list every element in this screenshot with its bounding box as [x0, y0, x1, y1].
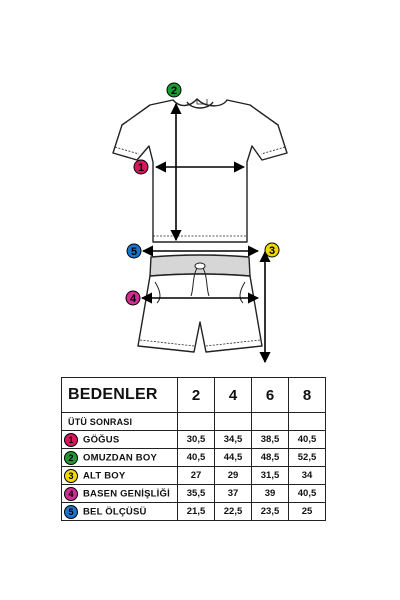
number-badge-icon: 1 [64, 433, 78, 447]
table-title: BEDENLER [62, 378, 178, 413]
size-value: 48,5 [252, 449, 289, 467]
shorts-icon [138, 255, 262, 352]
size-value: 30,5 [178, 431, 215, 449]
size-table [61, 377, 326, 521]
size-value: 39 [252, 485, 289, 503]
row-label-text: ALT BOY [83, 470, 126, 481]
marker-4 [126, 291, 140, 305]
number-badge-icon: 3 [64, 469, 78, 483]
table-row [62, 503, 326, 521]
size-value: 29 [215, 467, 252, 485]
size-header: 6 [252, 378, 289, 413]
size-value: 34 [289, 467, 326, 485]
marker-1 [134, 160, 148, 174]
size-header: 4 [215, 378, 252, 413]
row-label [62, 431, 178, 449]
size-value: 34,5 [215, 431, 252, 449]
marker-2-number: 2 [170, 85, 178, 97]
table-row [62, 449, 326, 467]
size-header: 8 [289, 378, 326, 413]
size-value: 22,5 [215, 503, 252, 521]
size-value: 23,5 [252, 503, 289, 521]
size-header: 2 [178, 378, 215, 413]
size-value: 35,5 [178, 485, 215, 503]
size-value: 52,5 [289, 449, 326, 467]
size-value: 27 [178, 467, 215, 485]
size-value: 38,5 [252, 431, 289, 449]
table-subheader: ÜTÜ SONRASI [62, 413, 178, 431]
row-label [62, 467, 178, 485]
table-row [62, 431, 326, 449]
size-value: 25 [289, 503, 326, 521]
row-label [62, 485, 178, 503]
row-label-text: BEL ÖLÇÜSÜ [83, 506, 147, 517]
row-label [62, 503, 178, 521]
table-header-row [62, 378, 326, 413]
size-value: 40,5 [289, 485, 326, 503]
number-badge-icon: 5 [64, 505, 78, 519]
marker-3 [265, 243, 279, 257]
size-value: 40,5 [178, 449, 215, 467]
marker-1-number: 1 [137, 162, 145, 174]
number-badge-icon: 4 [64, 487, 78, 501]
marker-3-number: 3 [268, 245, 276, 257]
size-value: 37 [215, 485, 252, 503]
marker-4-number: 4 [129, 293, 137, 305]
table-row [62, 467, 326, 485]
row-label-text: OMUZDAN BOY [83, 452, 157, 463]
row-label-text: BASEN GENİŞLİĞİ [83, 488, 170, 499]
marker-5 [127, 244, 141, 258]
number-badge-icon: 2 [64, 451, 78, 465]
row-label [62, 449, 178, 467]
marker-5-number: 5 [130, 246, 138, 258]
row-label-text: GÖĞUS [83, 434, 120, 445]
table-subheader-row [62, 413, 326, 431]
size-value: 44,5 [215, 449, 252, 467]
size-value: 40,5 [289, 431, 326, 449]
marker-2 [167, 83, 181, 97]
table-row [62, 485, 326, 503]
size-value: 21,5 [178, 503, 215, 521]
size-value: 31,5 [252, 467, 289, 485]
